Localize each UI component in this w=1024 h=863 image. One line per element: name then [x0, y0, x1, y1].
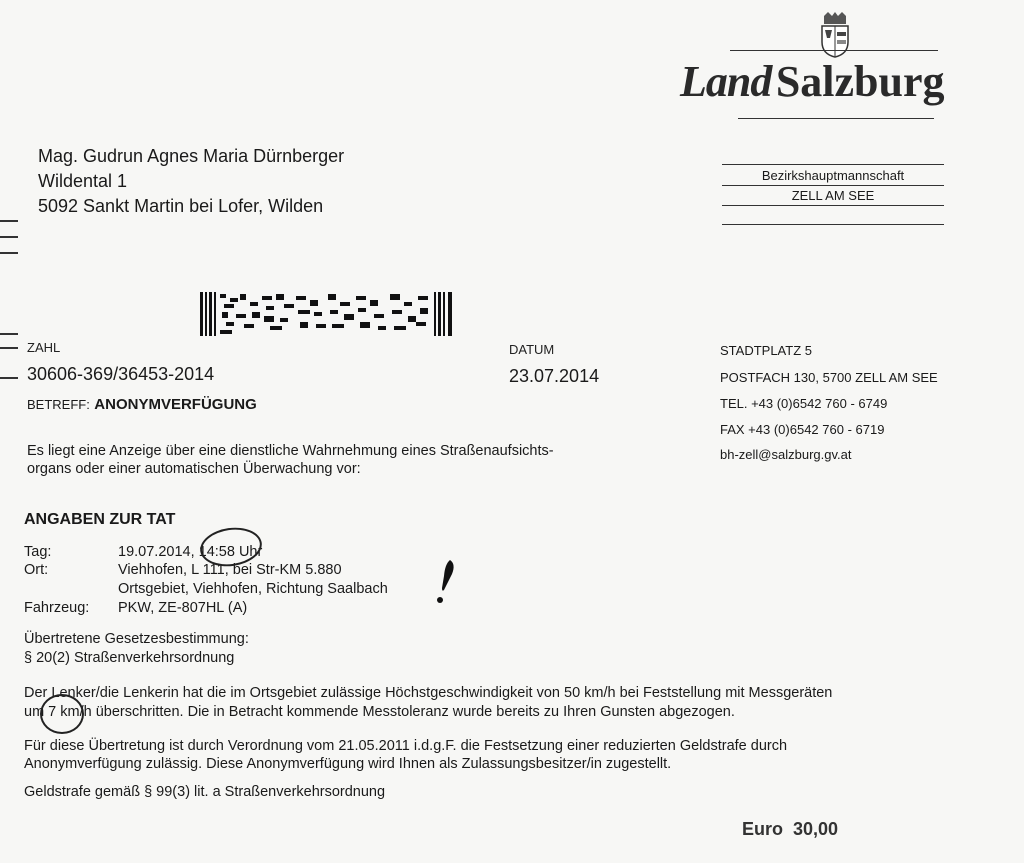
- logo-word-salzburg: Salzburg: [775, 57, 945, 106]
- logo-wordmark: [680, 56, 945, 107]
- offence-heading: ANGABEN ZUR TAT: [24, 511, 176, 528]
- intro-line1: Es liegt eine Anzeige über eine dienstliche Wahrnehmung eines Straßenaufsichts-: [27, 443, 554, 459]
- authority-rule: [722, 205, 944, 206]
- law-label: Übertretene Gesetzesbestimmung:: [24, 631, 249, 647]
- paragraph-2-line1: Für diese Übertretung ist durch Verordnung vom 21.05.2011 i.d.g.F. die Festsetzung einer reduzierten Geldstrafe durch: [24, 738, 788, 754]
- authority-rule: [722, 164, 944, 165]
- zahl-value: 30606-369/36453-2014: [27, 364, 215, 384]
- authority-rule: [722, 224, 944, 225]
- barcode: [200, 292, 454, 336]
- contact-tel: TEL. +43 (0)6542 760 - 6749: [720, 396, 888, 411]
- handwritten-circle-speed: [40, 694, 84, 734]
- margin-mark: [0, 347, 18, 349]
- logo-rule-top: [730, 50, 938, 51]
- margin-mark: [0, 377, 18, 379]
- margin-mark: [0, 252, 18, 254]
- fine-amount: Euro 30,00: [742, 819, 839, 839]
- ort-value-1: Viehhofen, L 111, bei Str-KM 5.880: [118, 562, 342, 578]
- betreff-label: BETREFF:: [27, 397, 90, 412]
- logo-word-land: Land: [680, 57, 772, 106]
- margin-mark: [0, 220, 18, 222]
- logo-rule-bottom: [738, 118, 934, 119]
- intro-line2: organs oder einer automatischen Überwachung vor:: [27, 461, 361, 477]
- recipient-street: Wildental 1: [38, 171, 128, 191]
- ort-value-2: Ortsgebiet, Viehhofen, Richtung Saalbach: [118, 581, 388, 597]
- betreff-value: ANONYMVERFÜGUNG: [94, 396, 257, 413]
- contact-fax: FAX +43 (0)6542 760 - 6719: [720, 422, 885, 437]
- authority-line2: ZELL AM SEE: [791, 188, 875, 203]
- paragraph-1-line1: Der Lenker/die Lenkerin hat die im Ortsgebiet zulässige Höchstgeschwindigkeit von 50 km/h bei Feststellung mit Messgeräten: [24, 685, 833, 701]
- authority-line1: Bezirkshauptmannschaft: [761, 168, 905, 183]
- margin-mark: [0, 236, 18, 238]
- tag-value: 19.07.2014, 14:58 Uhr: [118, 544, 263, 560]
- coat-of-arms-icon: [818, 12, 852, 58]
- contact-email: bh-zell@salzburg.gv.at: [720, 447, 852, 462]
- law-value: § 20(2) Straßenverkehrsordnung: [24, 650, 235, 666]
- recipient-city: 5092 Sankt Martin bei Lofer, Wilden: [38, 196, 324, 216]
- authority-rule: [722, 185, 944, 186]
- handwritten-exclamation-icon: [430, 558, 460, 608]
- contact-postbox: POSTFACH 130, 5700 ZELL AM SEE: [720, 370, 938, 385]
- fahrzeug-value: PKW, ZE-807HL (A): [118, 600, 248, 616]
- zahl-label: ZAHL: [27, 340, 61, 355]
- datum-label: DATUM: [509, 342, 555, 357]
- datum-value: 23.07.2014: [509, 366, 600, 386]
- paragraph-2-line2: Anonymverfügung zulässig. Diese Anonymverfügung wird Ihnen als Zulassungsbesitzer/in zugestellt.: [24, 756, 672, 772]
- contact-street: STADTPLATZ 5: [720, 343, 812, 358]
- fine-label: Geldstrafe gemäß § 99(3) lit. a Straßenverkehrsordnung: [24, 784, 386, 800]
- fahrzeug-label: Fahrzeug:: [24, 600, 90, 616]
- margin-mark: [0, 333, 18, 335]
- recipient-name: Mag. Gudrun Agnes Maria Dürnberger: [38, 146, 345, 166]
- betreff-line: [27, 396, 257, 414]
- tag-label: Tag:: [24, 544, 52, 560]
- paragraph-1-line2: um 7 km/h überschritten. Die in Betracht kommende Messtoleranz wurde bereits zu Ihren Gunsten abgezogen.: [24, 704, 735, 720]
- ort-label: Ort:: [24, 562, 49, 578]
